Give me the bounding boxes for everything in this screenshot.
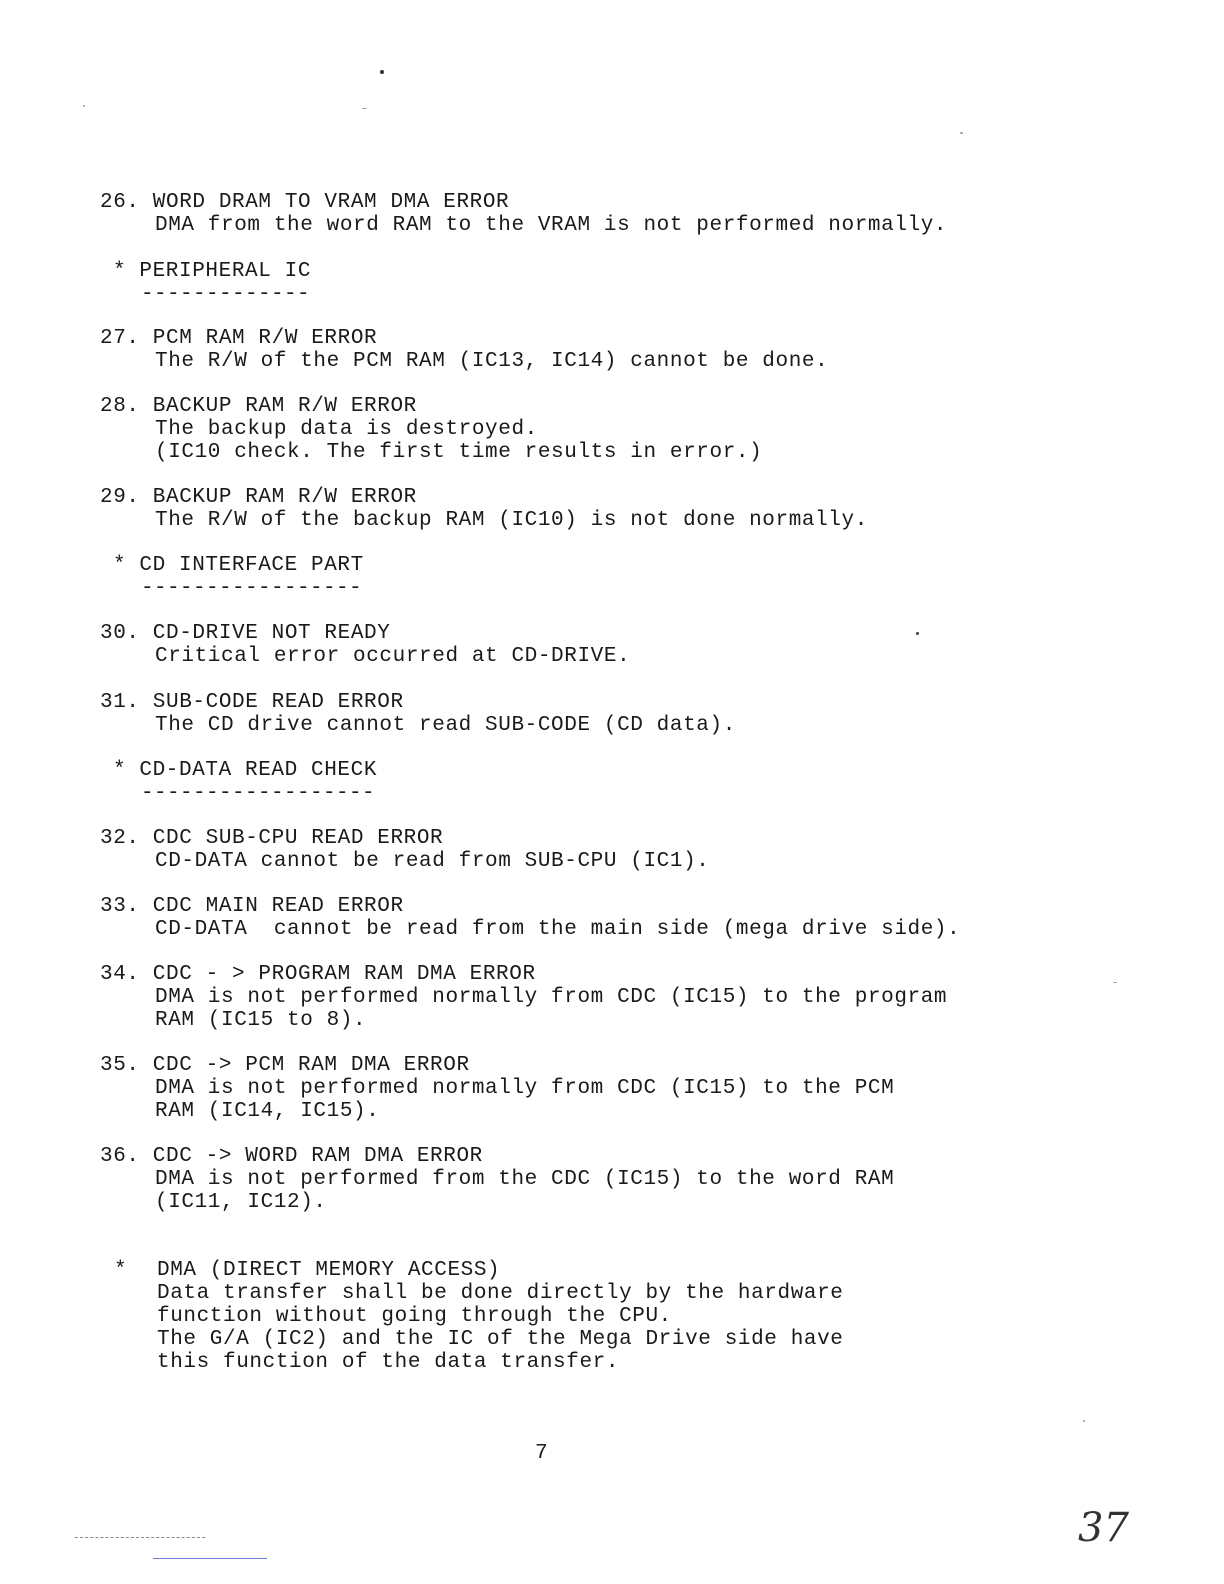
text-line: DMA is not performed from the CDC (IC15) to the word RAM (155, 1168, 895, 1191)
error-heading: 29. BACKUP RAM R/W ERROR (100, 486, 417, 509)
text-line: (IC10 check. The first time results in error.) (155, 441, 763, 464)
scan-speck (916, 632, 919, 635)
error-heading: 27. PCM RAM R/W ERROR (100, 327, 378, 350)
scan-speck (362, 108, 367, 109)
text-line: (IC11, IC12). (155, 1191, 327, 1214)
text-line: RAM (IC15 to 8). (155, 1009, 367, 1032)
scan-artifact-line (75, 1537, 205, 1539)
text-line: Data transfer shall be done directly by the hardware (157, 1282, 844, 1305)
text-line: The R/W of the PCM RAM (IC13, IC14) cannot be done. (155, 350, 829, 373)
text-line: Critical error occurred at CD-DRIVE. (155, 645, 631, 668)
scan-speck (1113, 982, 1117, 983)
text-line: DMA is not performed normally from CDC (IC15) to the PCM (155, 1077, 895, 1100)
text-line: The CD drive cannot read SUB-CODE (CD data). (155, 714, 736, 737)
error-heading: 28. BACKUP RAM R/W ERROR (100, 395, 417, 418)
error-heading: 31. SUB-CODE READ ERROR (100, 691, 404, 714)
scan-speck (83, 105, 85, 107)
scan-speck (380, 70, 384, 74)
text-line: function without going through the CPU. (157, 1305, 672, 1328)
error-heading: 33. CDC MAIN READ ERROR (100, 895, 404, 918)
section-underline: ------------- (141, 283, 311, 306)
text-line: DMA (DIRECT MEMORY ACCESS) (157, 1259, 501, 1282)
section-underline: ------------------ (141, 782, 376, 805)
text-line: CD-DATA cannot be read from the main side (mega drive side). (155, 918, 961, 941)
error-heading: 30. CD-DRIVE NOT READY (100, 622, 391, 645)
text-line: The backup data is destroyed. (155, 418, 538, 441)
text-line: The G/A (IC2) and the IC of the Mega Drive side have (157, 1328, 844, 1351)
error-heading: 35. CDC -> PCM RAM DMA ERROR (100, 1054, 470, 1077)
scan-speck (1083, 1420, 1085, 1422)
section-heading: * CD-DATA READ CHECK (113, 759, 378, 782)
section-underline: ----------------- (141, 577, 363, 600)
error-heading: 34. CDC - > PROGRAM RAM DMA ERROR (100, 963, 536, 986)
text-line: DMA is not performed normally from CDC (IC15) to the program (155, 986, 948, 1009)
section-heading: * PERIPHERAL IC (113, 260, 312, 283)
error-heading: 36. CDC -> WORD RAM DMA ERROR (100, 1145, 483, 1168)
text-line: DMA from the word RAM to the VRAM is not performed normally. (155, 214, 948, 237)
page-number: 7 (535, 1442, 548, 1465)
scan-speck (960, 132, 963, 134)
text-line: RAM (IC14, IC15). (155, 1100, 380, 1123)
error-heading: 26. WORD DRAM TO VRAM DMA ERROR (100, 191, 510, 214)
blue-rule-line (153, 1558, 267, 1559)
text-line: this function of the data transfer. (157, 1351, 620, 1374)
section-heading: * CD INTERFACE PART (113, 554, 364, 577)
text-line: The R/W of the backup RAM (IC10) is not done normally. (155, 509, 868, 532)
error-heading: 32. CDC SUB-CPU READ ERROR (100, 827, 444, 850)
handwritten-sheet-number: 37 (1078, 1505, 1129, 1551)
text-line: CD-DATA cannot be read from SUB-CPU (IC1). (155, 850, 710, 873)
text-line: * (114, 1259, 128, 1282)
